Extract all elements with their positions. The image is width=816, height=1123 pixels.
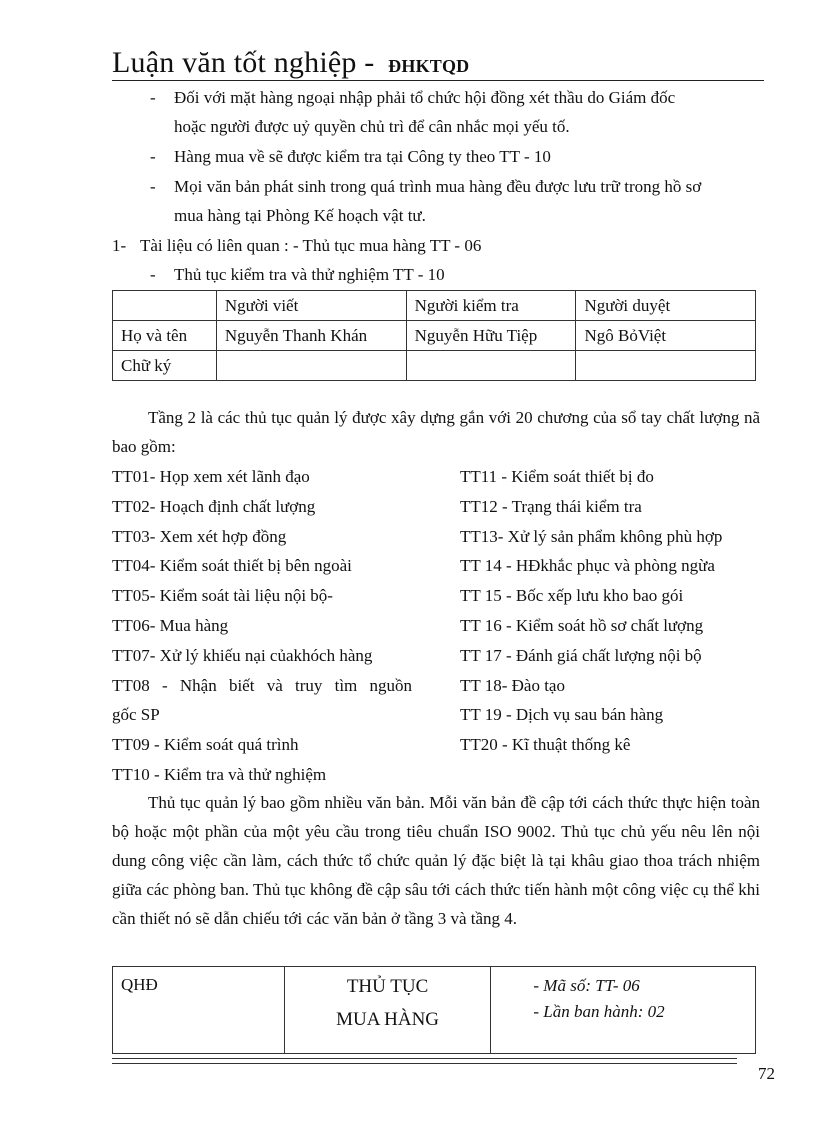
list-item: TT 14 - HĐkhắc phục và phòng ngừa — [460, 556, 715, 576]
list-item: TT04- Kiểm soát thiết bị bên ngoài — [112, 556, 352, 576]
table-row — [113, 967, 756, 1054]
page-header — [112, 44, 764, 81]
list-item: gốc SP — [112, 705, 160, 725]
procedure-header-box — [112, 966, 756, 1054]
list-item: TT07- Xử lý khiếu nại củakhóch hàng — [112, 645, 373, 665]
list-item: TT 19 - Dịch vụ sau bán hàng — [460, 705, 664, 725]
list-item: TT 16 - Kiểm soát hồ sơ chất lượng — [460, 615, 704, 635]
footer-divider — [112, 1058, 737, 1064]
list-item: TT06- Mua hàng — [112, 615, 229, 635]
header-title-text: Luận văn tốt nghiệp - — [112, 46, 383, 79]
related-number: 1- — [112, 236, 127, 255]
qhd-title-line-1: THỦ TỤC — [346, 976, 429, 997]
table-cell: Nguyễn Hữu Tiệp — [406, 321, 576, 351]
signature-table — [112, 290, 756, 381]
procedure-column-left — [112, 462, 412, 790]
table-cell: Chữ ký — [113, 351, 217, 381]
table-row — [113, 351, 756, 381]
list-item: TT03- Xem xét hợp đồng — [112, 526, 287, 546]
qhd-code-number: - Mã số: TT- 06 — [533, 976, 640, 995]
header-title — [112, 46, 469, 80]
bullet-dash: - — [150, 177, 156, 196]
list-item: TT12 - Trạng thái kiểm tra — [460, 496, 642, 516]
list-item: TT08 - Nhận biết và truy tìm nguồn — [112, 675, 412, 695]
list-item: TT10 - Kiểm tra và thử nghiệm — [112, 764, 327, 784]
list-item: TT13- Xử lý sản phẩm không phù hợp — [460, 526, 723, 546]
list-item: TT02- Hoạch định chất lượng — [112, 496, 316, 516]
list-item: TT11 - Kiểm soát thiết bị đo — [460, 467, 654, 486]
intro-paragraph: Tầng 2 là các thủ tục quản lý được xây dựng gắn với 20 chương của sổ tay chất lượng nã bao gồm: — [112, 408, 760, 456]
body-paragraph: Thủ tục quản lý bao gồm nhiều văn bản. Mỗi văn bản đề cập tới cách thức thực hiện toàn bộ hoặc một phần của một yêu cầu trong tiêu chuẩn ISO 9002. Thủ tục chủ yếu nêu lên nội dung công việc cần làm, cách thức tổ chức quản lý đặc biệt là tại khâu giao thoa trách nhiệm giữa các phòng ban. Thủ tục không đề cập sâu tới cách thức tiến hành một công việc cụ thể khi cần thiết nó sẽ dẫn chiếu tới các văn bản ở tầng 3 và tầng 4. — [112, 793, 760, 928]
list-item: TT01- Họp xem xét lãnh đạo — [112, 467, 310, 486]
table-cell — [216, 351, 406, 381]
table-header-cell: Người kiểm tra — [406, 291, 576, 321]
page-number: 72 — [758, 1064, 775, 1083]
table-cell: Nguyễn Thanh Khán — [216, 321, 406, 351]
bullet-line-3: Mọi văn bản phát sinh trong quá trình mua hàng đều được lưu trữ trong hồ sơ — [174, 177, 702, 196]
table-header-cell: Người viết — [216, 291, 406, 321]
table-header-row — [113, 291, 756, 321]
bullet-line-2: Hàng mua về sẽ được kiểm tra tại Công ty theo TT - 10 — [174, 147, 551, 166]
table-header-cell: Người duyệt — [576, 291, 756, 321]
list-item: TT05- Kiểm soát tài liệu nội bộ- — [112, 586, 333, 606]
list-item: TT09 - Kiểm soát quá trình — [112, 735, 299, 755]
list-item: TT 18- Đào tạo — [460, 675, 565, 695]
bullet-line-1-cont: hoặc người được uỷ quyền chủ trì để cân nhắc mọi yếu tố. — [174, 117, 570, 136]
table-cell — [406, 351, 576, 381]
qhd-title — [284, 967, 491, 1054]
table-cell: Họ và tên — [113, 321, 217, 351]
bullet-line-3-cont: mua hàng tại Phòng Kế hoạch vật tư. — [174, 206, 426, 225]
table-row — [113, 321, 756, 351]
procedure-column-right — [460, 462, 760, 760]
table-cell: Ngô BỏViệt — [576, 321, 756, 351]
qhd-code: QHĐ — [113, 967, 285, 1054]
list-item: TT 17 - Đánh giá chất lượng nội bộ — [460, 645, 702, 665]
bullet-dash: - — [150, 265, 156, 284]
related-docs-sub: Thủ tục kiểm tra và thử nghiệm TT - 10 — [174, 265, 445, 284]
list-item: TT20 - Kĩ thuật thống kê — [460, 735, 631, 755]
table-cell — [576, 351, 756, 381]
bullet-dash: - — [150, 88, 156, 107]
table-header-cell — [113, 291, 217, 321]
qhd-issue-number: - Lần ban hành: 02 — [533, 1002, 665, 1021]
qhd-meta — [491, 967, 756, 1054]
related-docs-line: Tài liệu có liên quan : - Thủ tục mua hàng TT - 06 — [140, 236, 482, 255]
header-subtitle: ĐHKTQD — [388, 56, 470, 76]
bullet-line-1: Đối với mặt hàng ngoại nhập phải tổ chức hội đồng xét thầu do Giám đốc — [174, 88, 676, 107]
qhd-title-line-2: MUA HÀNG — [336, 1009, 440, 1030]
bullet-dash: - — [150, 147, 156, 166]
list-item: TT 15 - Bốc xếp lưu kho bao gói — [460, 586, 684, 606]
